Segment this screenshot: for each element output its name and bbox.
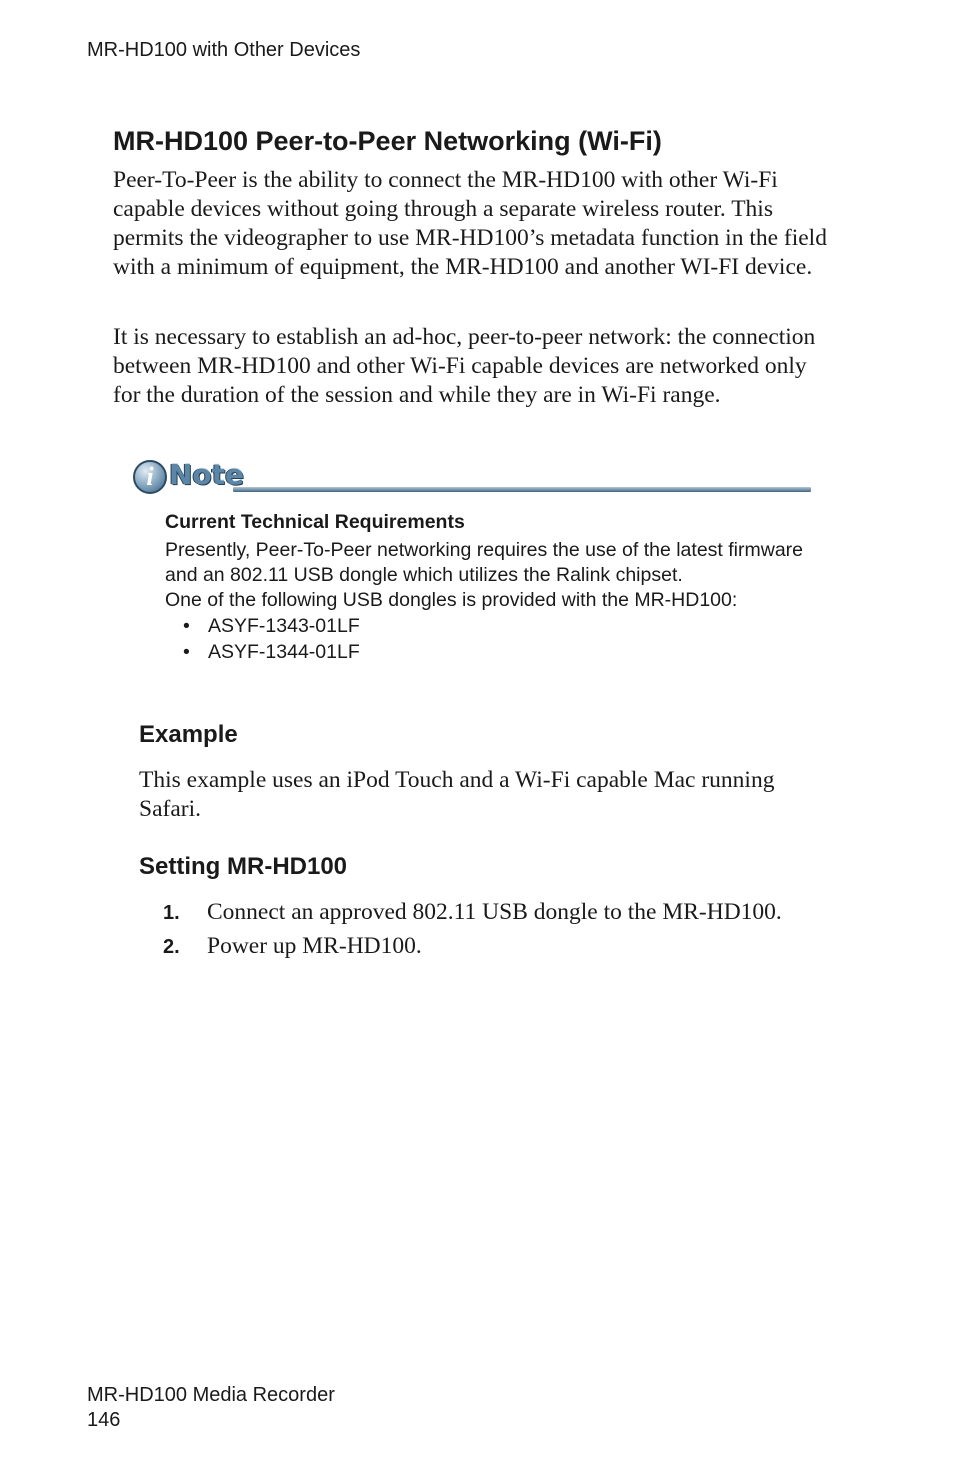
note-text: One of the following USB dongles is provided with the MR-HD100: bbox=[165, 589, 738, 611]
step-number: 1. bbox=[163, 902, 180, 924]
intro-paragraph: Peer-To-Peer is the ability to connect the MR-HD100 with other Wi-Fi capable devices without going through a separate wireless router. This permits the videographer to use MR-HD100’s metadata function in the field with a minimum of equipment, the MR-HD100 and another WI-FI device. bbox=[113, 167, 827, 280]
example-paragraph: This example uses an iPod Touch and a Wi-Fi capable Mac running Safari. bbox=[139, 767, 775, 822]
note-body bbox=[165, 510, 825, 665]
list-item bbox=[163, 932, 803, 961]
setting-heading: Setting MR-HD100 bbox=[139, 853, 348, 880]
list-item bbox=[163, 898, 803, 927]
note-divider bbox=[233, 487, 811, 492]
setup-steps bbox=[163, 898, 803, 966]
step-text: Power up MR-HD100. bbox=[207, 933, 422, 959]
list-item bbox=[165, 639, 825, 665]
note-label: Note bbox=[169, 458, 245, 491]
bullet-icon: • bbox=[183, 615, 190, 637]
note-banner bbox=[133, 458, 811, 500]
footer-product: MR-HD100 Media Recorder bbox=[87, 1384, 335, 1406]
step-number: 2. bbox=[163, 936, 180, 958]
running-header: MR-HD100 with Other Devices bbox=[87, 39, 361, 61]
example-heading: Example bbox=[139, 721, 238, 748]
note-heading: Current Technical Requirements bbox=[165, 511, 465, 533]
page-number: 146 bbox=[87, 1409, 121, 1431]
section-title: MR-HD100 Peer-to-Peer Networking (Wi-Fi) bbox=[113, 126, 662, 156]
note-text: Presently, Peer-To-Peer networking requires the use of the latest firmware and an 802.11 USB dongle which utilizes the Ralink chipset. bbox=[165, 539, 804, 586]
list-item-text: ASYF-1344-01LF bbox=[208, 641, 360, 663]
list-item bbox=[165, 613, 825, 639]
dongle-list bbox=[165, 613, 825, 665]
page-footer bbox=[87, 1383, 335, 1433]
adhoc-paragraph: It is necessary to establish an ad-hoc, peer-to-peer network: the connection between MR-HD100 and other Wi-Fi capable devices are networked only for the duration of the session and while they are in Wi-Fi range. bbox=[113, 324, 816, 408]
step-text: Connect an approved 802.11 USB dongle to the MR-HD100. bbox=[207, 899, 782, 925]
info-icon: i bbox=[133, 460, 167, 494]
bullet-icon: • bbox=[183, 641, 190, 663]
list-item-text: ASYF-1343-01LF bbox=[208, 615, 360, 637]
